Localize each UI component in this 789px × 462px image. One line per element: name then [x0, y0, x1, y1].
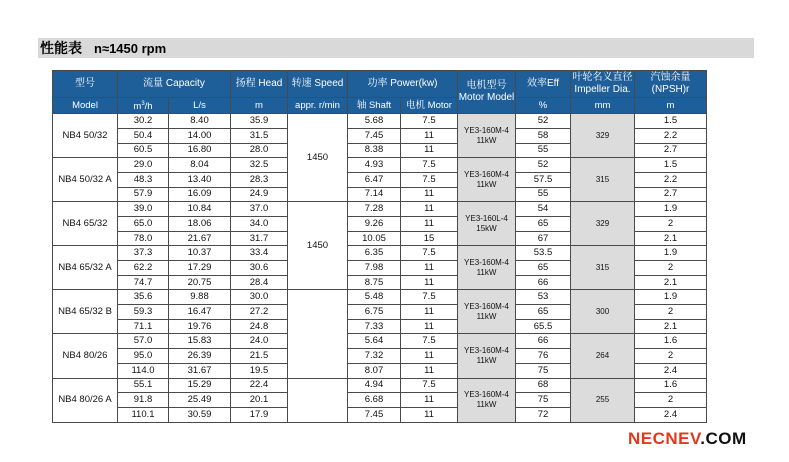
motor-power-cell: 11	[401, 319, 458, 334]
npsh-cell: 2.1	[635, 231, 707, 246]
head-cell: 31.5	[231, 128, 288, 143]
efficiency-cell: 67	[516, 231, 571, 246]
performance-table	[52, 70, 707, 423]
npsh-cell: 2	[635, 216, 707, 231]
table-row	[53, 290, 707, 305]
shaft-power-cell: 6.68	[348, 393, 401, 408]
motor-power-cell: 7.5	[401, 378, 458, 393]
head-cell: 30.0	[231, 290, 288, 305]
efficiency-cell: 65.5	[516, 319, 571, 334]
capacity-m3h-cell: 57.9	[118, 187, 169, 202]
table-row	[53, 114, 707, 129]
efficiency-cell: 75	[516, 393, 571, 408]
npsh-cell: 2.7	[635, 143, 707, 158]
logo-part2: .COM	[700, 429, 747, 448]
capacity-ls-cell: 20.75	[169, 275, 231, 290]
motor-model-cell: YE3-160M-4 11kW	[458, 246, 516, 290]
head-cell: 27.2	[231, 305, 288, 320]
motor-model-cell: YE3-160M-4 11kW	[458, 114, 516, 158]
table-row	[53, 334, 707, 349]
capacity-ls-cell: 16.09	[169, 187, 231, 202]
unit-m3h	[118, 98, 169, 114]
brand-logo	[628, 429, 747, 449]
impeller-cell: 264	[571, 334, 635, 378]
capacity-m3h-cell: 95.0	[118, 349, 169, 364]
capacity-ls-cell: 16.47	[169, 305, 231, 320]
capacity-m3h-cell: 91.8	[118, 393, 169, 408]
npsh-cell: 1.9	[635, 202, 707, 217]
unit-ls: L/s	[169, 98, 231, 114]
capacity-m3h-cell: 74.7	[118, 275, 169, 290]
header-eff: 效率Eff	[516, 71, 571, 98]
npsh-cell: 1.6	[635, 334, 707, 349]
motor-model-cell: YE3-160M-4 11kW	[458, 290, 516, 334]
capacity-m3h-cell: 37.3	[118, 246, 169, 261]
efficiency-cell: 65	[516, 216, 571, 231]
shaft-power-cell: 7.14	[348, 187, 401, 202]
efficiency-cell: 53.5	[516, 246, 571, 261]
capacity-ls-cell: 25.49	[169, 393, 231, 408]
motor-model-cell: YE3-160M-4 11kW	[458, 334, 516, 378]
efficiency-cell: 57.5	[516, 172, 571, 187]
motor-model-cell: YE3-160M-4 11kW	[458, 158, 516, 202]
capacity-ls-cell: 19.76	[169, 319, 231, 334]
shaft-power-cell: 7.32	[348, 349, 401, 364]
capacity-ls-cell: 30.59	[169, 407, 231, 422]
capacity-ls-cell: 26.39	[169, 349, 231, 364]
motor-power-cell: 11	[401, 216, 458, 231]
head-cell: 17.9	[231, 407, 288, 422]
impeller-cell: 315	[571, 158, 635, 202]
capacity-ls-cell: 18.06	[169, 216, 231, 231]
shaft-power-cell: 6.35	[348, 246, 401, 261]
speed-cell: 1450	[288, 114, 348, 202]
capacity-ls-cell: 17.29	[169, 261, 231, 276]
motor-power-cell: 15	[401, 231, 458, 246]
head-cell: 37.0	[231, 202, 288, 217]
model-cell: NB4 80/26	[53, 334, 118, 378]
unit-head-m: m	[231, 98, 288, 114]
capacity-m3h-cell: 48.3	[118, 172, 169, 187]
motor-power-cell: 11	[401, 187, 458, 202]
motor-power-cell: 11	[401, 128, 458, 143]
shaft-power-cell: 8.75	[348, 275, 401, 290]
npsh-cell: 1.5	[635, 114, 707, 129]
motor-power-cell: 7.5	[401, 334, 458, 349]
head-cell: 20.1	[231, 393, 288, 408]
npsh-cell: 2.1	[635, 275, 707, 290]
head-cell: 31.7	[231, 231, 288, 246]
capacity-ls-cell: 9.88	[169, 290, 231, 305]
capacity-ls-cell: 14.00	[169, 128, 231, 143]
motor-power-cell: 11	[401, 363, 458, 378]
subheader-row	[53, 98, 707, 114]
motor-power-cell: 7.5	[401, 290, 458, 305]
efficiency-cell: 76	[516, 349, 571, 364]
unit-m3h-tail: /h	[144, 101, 153, 113]
model-cell: NB4 50/32 A	[53, 158, 118, 202]
shaft-power-cell: 6.75	[348, 305, 401, 320]
shaft-power-cell: 8.07	[348, 363, 401, 378]
shaft-power-cell: 5.48	[348, 290, 401, 305]
capacity-ls-cell: 13.40	[169, 172, 231, 187]
shaft-power-cell: 5.64	[348, 334, 401, 349]
capacity-ls-cell: 10.84	[169, 202, 231, 217]
efficiency-cell: 55	[516, 187, 571, 202]
speed-cell	[288, 378, 348, 422]
motor-power-cell: 11	[401, 349, 458, 364]
npsh-cell: 2.4	[635, 407, 707, 422]
npsh-cell: 1.9	[635, 246, 707, 261]
capacity-m3h-cell: 59.3	[118, 305, 169, 320]
model-cell: NB4 65/32 A	[53, 246, 118, 290]
efficiency-cell: 55	[516, 143, 571, 158]
npsh-cell: 2.2	[635, 128, 707, 143]
shaft-power-cell: 4.93	[348, 158, 401, 173]
impeller-cell: 329	[571, 114, 635, 158]
motor-power-cell: 7.5	[401, 172, 458, 187]
impeller-cell: 300	[571, 290, 635, 334]
page-title	[40, 38, 166, 59]
head-cell: 35.9	[231, 114, 288, 129]
header-head: 扬程 Head	[231, 71, 288, 98]
efficiency-cell: 72	[516, 407, 571, 422]
head-cell: 22.4	[231, 378, 288, 393]
header-impeller: 叶轮名义直径 Impeller Dia.	[571, 71, 635, 98]
npsh-cell: 2.1	[635, 319, 707, 334]
table-row	[53, 202, 707, 217]
shaft-power-cell: 8.38	[348, 143, 401, 158]
shaft-power-cell: 7.28	[348, 202, 401, 217]
capacity-m3h-cell: 60.5	[118, 143, 169, 158]
motor-power-cell: 11	[401, 305, 458, 320]
capacity-ls-cell: 10.37	[169, 246, 231, 261]
shaft-power-cell: 4.94	[348, 378, 401, 393]
unit-m3h-base: m	[133, 101, 142, 113]
motor-model-cell: YE3-160M-4 11kW	[458, 378, 516, 422]
capacity-m3h-cell: 114.0	[118, 363, 169, 378]
capacity-m3h-cell: 62.2	[118, 261, 169, 276]
speed-cell	[288, 290, 348, 378]
capacity-ls-cell: 15.29	[169, 378, 231, 393]
head-cell: 28.0	[231, 143, 288, 158]
impeller-cell: 255	[571, 378, 635, 422]
head-cell: 28.4	[231, 275, 288, 290]
header-speed: 转速 Speed	[288, 71, 348, 98]
efficiency-cell: 66	[516, 334, 571, 349]
model-cell: NB4 50/32	[53, 114, 118, 158]
header-model: 型号	[53, 71, 118, 98]
efficiency-cell: 52	[516, 158, 571, 173]
motor-power-cell: 7.5	[401, 114, 458, 129]
unit-shaft: 轴 Shaft	[348, 98, 401, 114]
unit-mm: mm	[571, 98, 635, 114]
model-cell: NB4 65/32	[53, 202, 118, 246]
motor-power-cell: 11	[401, 261, 458, 276]
capacity-m3h-cell: 30.2	[118, 114, 169, 129]
npsh-cell: 2	[635, 393, 707, 408]
efficiency-cell: 58	[516, 128, 571, 143]
npsh-cell: 1.9	[635, 290, 707, 305]
npsh-cell: 1.5	[635, 158, 707, 173]
capacity-m3h-cell: 35.6	[118, 290, 169, 305]
capacity-ls-cell: 16.80	[169, 143, 231, 158]
impeller-cell: 315	[571, 246, 635, 290]
title-speed: n≈1450 rpm	[94, 41, 167, 56]
table-row	[53, 246, 707, 261]
efficiency-cell: 65	[516, 305, 571, 320]
head-cell: 21.5	[231, 349, 288, 364]
model-cell: NB4 65/32 B	[53, 290, 118, 334]
head-cell: 28.3	[231, 172, 288, 187]
npsh-cell: 2	[635, 349, 707, 364]
head-cell: 24.9	[231, 187, 288, 202]
head-cell: 33.4	[231, 246, 288, 261]
head-cell: 24.8	[231, 319, 288, 334]
shaft-power-cell: 6.47	[348, 172, 401, 187]
capacity-m3h-cell: 39.0	[118, 202, 169, 217]
capacity-m3h-cell: 78.0	[118, 231, 169, 246]
capacity-m3h-cell: 71.1	[118, 319, 169, 334]
capacity-ls-cell: 8.04	[169, 158, 231, 173]
unit-model: Model	[53, 98, 118, 114]
motor-model-cell: YE3-160L-4 15kW	[458, 202, 516, 246]
motor-power-cell: 7.5	[401, 246, 458, 261]
capacity-ls-cell: 21.67	[169, 231, 231, 246]
unit-npsh-m: m	[635, 98, 707, 114]
capacity-m3h-cell: 57.0	[118, 334, 169, 349]
npsh-cell: 2.7	[635, 187, 707, 202]
motor-power-cell: 11	[401, 143, 458, 158]
header-motor-model: 电机型号 Motor Model	[458, 71, 516, 114]
title-main: 性能表	[40, 40, 82, 56]
table-row	[53, 158, 707, 173]
shaft-power-cell: 7.45	[348, 407, 401, 422]
npsh-cell: 2	[635, 305, 707, 320]
capacity-m3h-cell: 55.1	[118, 378, 169, 393]
efficiency-cell: 68	[516, 378, 571, 393]
efficiency-cell: 52	[516, 114, 571, 129]
npsh-cell: 2	[635, 261, 707, 276]
efficiency-cell: 53	[516, 290, 571, 305]
npsh-cell: 2.2	[635, 172, 707, 187]
capacity-m3h-cell: 110.1	[118, 407, 169, 422]
header-npsh: 汽蚀余量 (NPSH)r	[635, 71, 707, 98]
head-cell: 32.5	[231, 158, 288, 173]
impeller-cell: 329	[571, 202, 635, 246]
capacity-ls-cell: 31.67	[169, 363, 231, 378]
shaft-power-cell: 9.26	[348, 216, 401, 231]
motor-power-cell: 11	[401, 202, 458, 217]
shaft-power-cell: 7.98	[348, 261, 401, 276]
capacity-m3h-cell: 29.0	[118, 158, 169, 173]
unit-rpm: appr. r/min	[288, 98, 348, 114]
logo-part1: NECNEV	[628, 429, 701, 448]
capacity-m3h-cell: 50.4	[118, 128, 169, 143]
unit-pct: %	[516, 98, 571, 114]
motor-power-cell: 7.5	[401, 158, 458, 173]
motor-power-cell: 11	[401, 393, 458, 408]
model-cell: NB4 80/26 A	[53, 378, 118, 422]
npsh-cell: 2.4	[635, 363, 707, 378]
unit-m3h-sup: 3	[141, 101, 145, 107]
table-row	[53, 378, 707, 393]
unit-motor: 电机 Motor	[401, 98, 458, 114]
npsh-cell: 1.6	[635, 378, 707, 393]
shaft-power-cell: 7.45	[348, 128, 401, 143]
shaft-power-cell: 7.33	[348, 319, 401, 334]
header-power: 功率 Power(kw)	[348, 71, 458, 98]
efficiency-cell: 65	[516, 261, 571, 276]
head-cell: 34.0	[231, 216, 288, 231]
head-cell: 24.0	[231, 334, 288, 349]
shaft-power-cell: 10.05	[348, 231, 401, 246]
capacity-ls-cell: 15.83	[169, 334, 231, 349]
speed-cell: 1450	[288, 202, 348, 290]
efficiency-cell: 54	[516, 202, 571, 217]
shaft-power-cell: 5.68	[348, 114, 401, 129]
head-cell: 30.6	[231, 261, 288, 276]
capacity-m3h-cell: 65.0	[118, 216, 169, 231]
header-capacity: 流量 Capacity	[118, 71, 231, 98]
efficiency-cell: 66	[516, 275, 571, 290]
capacity-ls-cell: 8.40	[169, 114, 231, 129]
head-cell: 19.5	[231, 363, 288, 378]
header-row	[53, 71, 707, 98]
motor-power-cell: 11	[401, 275, 458, 290]
motor-power-cell: 11	[401, 407, 458, 422]
efficiency-cell: 75	[516, 363, 571, 378]
